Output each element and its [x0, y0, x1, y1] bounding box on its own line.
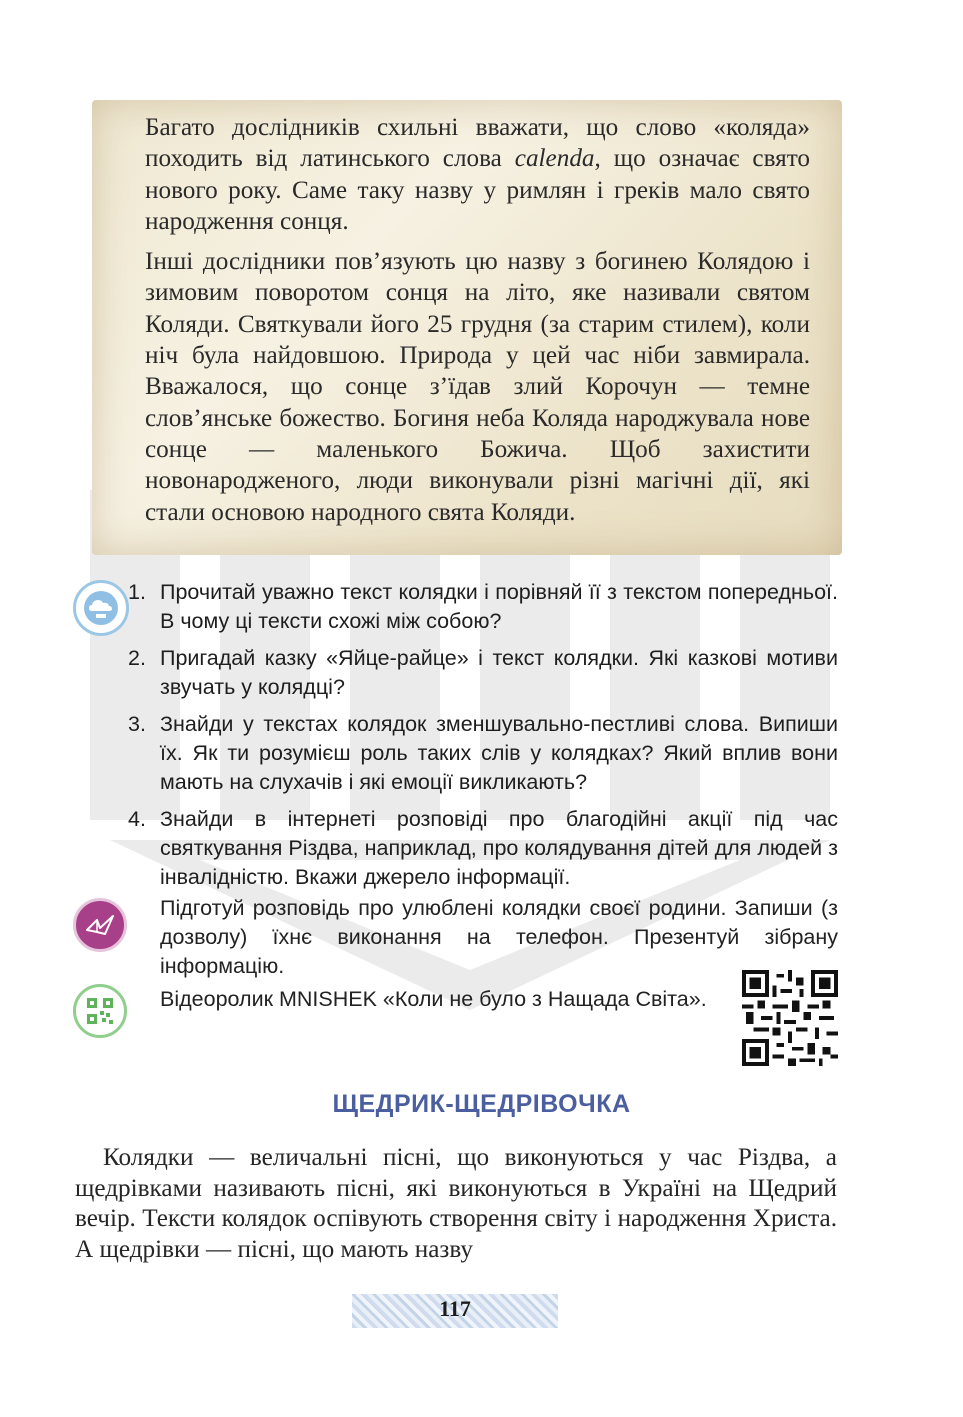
question-text: Прочитай уважно текст колядки і порівняй її з текстом попередньої. В чому ці тексти схожі між собою?	[160, 580, 838, 633]
question-list	[128, 578, 838, 900]
video-link[interactable]: Відеоролик MNISHEK «Коли не було з Нащада Світа».	[160, 987, 707, 1011]
section-heading: ЩЕДРИК-ЩЕДРІВОЧКА	[332, 1090, 631, 1118]
question-item	[128, 805, 838, 892]
intro-paragraph-1: Багато дослідників схильні вважати, що слово «коляда» походить від латинського слова calenda, що означає свято нового року. Саме таку назву у римлян і греків мало свято народження сонця.	[145, 114, 810, 235]
question-text: Пригадай казку «Яйце-райце» і текст колядки. Які казкові мотиви звучать у колядці?	[160, 646, 838, 699]
paper-crane-icon	[73, 898, 127, 952]
question-item	[128, 578, 838, 636]
question-number: 4.	[128, 807, 146, 831]
page-number: 117	[439, 1296, 471, 1321]
question-text: Знайди у текстах колядок зменшувально-пестливі слова. Випиши їх. Як ти розумієш роль таких слів у колядках? Який вплив вони мають на слухачів і які емоції викликають?	[160, 712, 838, 794]
question-number: 2.	[128, 646, 146, 670]
qr-code-image[interactable]	[742, 970, 838, 1066]
intro-text	[145, 112, 810, 537]
question-item	[128, 710, 838, 797]
task-text: Підготуй розповідь про улюблені колядки своєї родини. Запиши (з дозволу) їхнє виконання на телефон. Презентуй зібрану інформацію.	[160, 896, 838, 978]
qr-icon	[73, 984, 127, 1038]
cloud-head-icon	[73, 580, 129, 636]
body-paragraph: Колядки — величальні пісні, що виконуються у час Різдва, а щедрівками називають пісні, які виконуються в Україні на Щедрий вечір. Тексти колядок оспівують створення світу і народження Христа. А щедрівки — пісні, що мають назву	[75, 1144, 837, 1263]
question-number: 1.	[128, 580, 146, 604]
intro-paragraph-2: Інші дослідники пов’язують цю назву з богинею Колядою і зимовим поворотом сонця на літо, яке називали святом Коляди. Святкували його 25 грудня (за старим стилем), коли ніч була найдовшою. Природа у цей час ніби завмирала. Вважалося, що сонце з’їдав злий Корочун — темне слов’янське божество. Богиня неба Коляда народжувала нове сонце — маленького Божича. Щоб захистити новонародженого, люди виконували різні магічні дії, які стали основою народного свята Коляди.	[145, 248, 810, 526]
question-item	[128, 644, 838, 702]
question-text: Знайди в інтернеті розповіді про благодійні акції під час святкування Різдва, наприклад, про колядування дітей для людей з інвалідністю. Вкажи джерело інформації.	[160, 807, 838, 889]
question-number: 3.	[128, 712, 146, 736]
